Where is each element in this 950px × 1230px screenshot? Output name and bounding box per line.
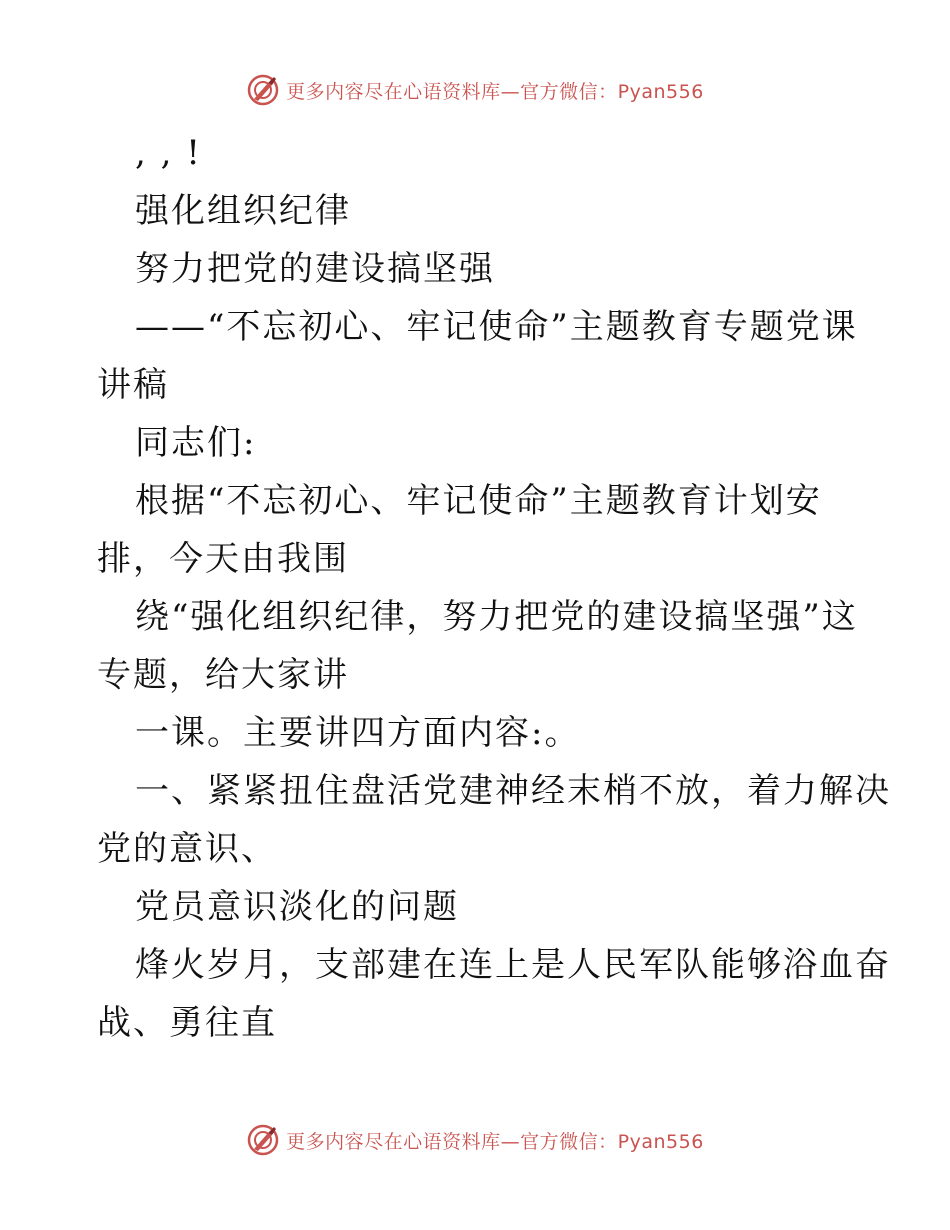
text-line: 党员意识淡化的问题 xyxy=(135,887,459,927)
text-line: 根据“不忘初心、牢记使命”主题教育计划安 xyxy=(135,481,822,521)
watermark-text: 更多内容尽在心语资料库—官方微信：Pyan556 xyxy=(286,1130,704,1153)
text-line: ——“不忘初心、牢记使命”主题教育专题党课 xyxy=(135,307,858,347)
document-body xyxy=(97,124,891,1052)
footer-watermark xyxy=(0,1120,950,1160)
text-line: 党的意识、 xyxy=(97,829,277,869)
text-line: , , ! xyxy=(135,133,202,173)
pen-logo-icon xyxy=(246,73,280,107)
text-line: 烽火岁月，支部建在连上是人民军队能够浴血奋 xyxy=(135,945,891,985)
text-line: 努力把党的建设搞坚强 xyxy=(135,249,495,289)
text-line: 同志们: xyxy=(135,423,257,463)
text-line: 讲稿 xyxy=(97,365,169,405)
header-watermark xyxy=(0,70,950,110)
text-line: 战、勇往直 xyxy=(97,1003,277,1043)
text-line: 一、紧紧扭住盘活党建神经末梢不放，着力解决 xyxy=(135,771,891,811)
text-line: 专题，给大家讲 xyxy=(97,655,349,695)
text-line: 排，今天由我围 xyxy=(97,539,349,579)
text-line: 强化组织纪律 xyxy=(135,191,351,231)
text-line: 一课。主要讲四方面内容:。 xyxy=(135,713,581,753)
watermark-text: 更多内容尽在心语资料库—官方微信：Pyan556 xyxy=(286,80,704,103)
text-line: 绕“强化组织纪律，努力把党的建设搞坚强”这 xyxy=(135,597,858,637)
pen-logo-icon xyxy=(246,1123,280,1157)
